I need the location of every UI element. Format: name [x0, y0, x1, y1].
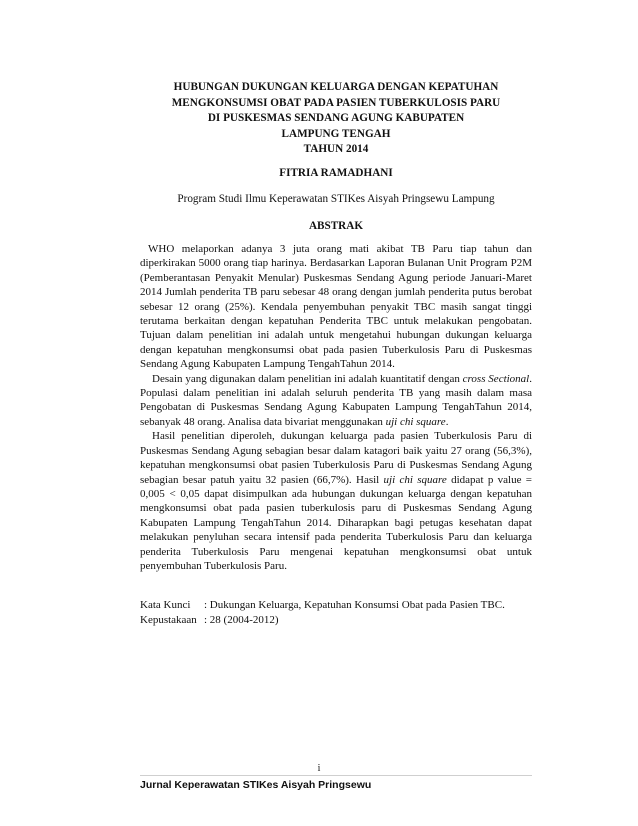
title-line-3: DI PUSKESMAS SENDANG AGUNG KABUPATEN [207, 112, 465, 124]
references-row [140, 613, 540, 628]
references-value: : 28 (2004-2012) [204, 614, 279, 626]
title-line-4: LAMPUNG TENGAH [281, 127, 391, 140]
abstract-body [140, 242, 532, 573]
keywords-label: Kata Kunci [140, 599, 191, 611]
journal-footer: Jurnal Keperawatan STIKes Aisyah Pringsewu [140, 779, 372, 791]
abstract-italic-term: uji chi square [383, 473, 447, 486]
keywords-row [140, 598, 540, 613]
abstract-text: didapat p value = 0,005 < 0,05 dapat disimpulkan ada hubungan dukungan keluarga dengan kepatuhan mengkonsumsi obat pada pasien tuberkulosis paru di Puskesmas Sendang Agung Kabupaten Lampung TengahTahun 2014. Diharapkan bagi petugas kesehatan dapat melakukan penyluhan secara intensif pada penderita Tuberkulosis Paru dan keluarga penderita Tuberkulosis Paru mengenai kepatuhan mengkonsumsi obat untuk penyembuhan Tuberkulosis Paru. [140, 473, 533, 572]
abstract-italic-term: cross Sectional [462, 372, 530, 385]
footer-divider [140, 775, 532, 776]
title-line-2: MENGKONSUMSI OBAT PADA PASIEN TUBERKULOSIS PARU [171, 96, 501, 109]
paper-title [140, 80, 532, 158]
abstract-paragraph-3 [140, 429, 532, 573]
abstract-text: . [445, 415, 449, 428]
keywords-value: : Dukungan Keluarga, Kepatuhan Konsumsi Obat pada Pasien TBC. [204, 599, 505, 611]
abstract-text: . Populasi dalam penelitian ini adalah seluruh penderita TB yang masih dalam masa Pengobatan di Puskesmas Sendang Agung Kabupaten Lampung TengahTahun 2014, sebanyak 48 orang. Analisa data bivariat menggunakan [140, 372, 532, 428]
keywords-section [140, 598, 540, 628]
abstract-heading: ABSTRAK [308, 220, 364, 232]
author-affiliation: Program Studi Ilmu Keperawatan STIKes Aisyah Pringsewu Lampung [177, 193, 495, 205]
title-line-1: HUBUNGAN DUKUNGAN KELUARGA DENGAN KEPATUHAN [173, 81, 499, 93]
abstract-italic-term: uji chi square [385, 415, 446, 428]
references-label: Kepustakaan [140, 614, 197, 626]
author-name: FITRIA RAMADHANI [279, 167, 393, 179]
abstract-text: Desain yang digunakan dalam penelitian ini adalah kuantitatif dengan [152, 372, 463, 385]
abstract-paragraph-1: WHO melaporkan adanya 3 juta orang mati akibat TB Paru tiap tahun dan diperkirakan 5000 orang tiap harinya. Berdasarkan Laporan Bulanan Unit Program P2M (Pemberantasan Penyakit Menular) Puskesmas Sendang Agung periode Januari-Maret 2014 Jumlah penderita TB paru sebesar 48 orang dengan jumlah penderita putus berobat sebesar 12 orang (25%). Kendala penyembuhan penyakit TBC masih sangat tinggi terutama berkaitan dengan kepatuhan Penderita TBC untuk melakukan pengobatan. Tujuan dalam penelitian ini adalah untuk mengetahui hubungan dukungan keluarga dengan kepatuhan mengkonsumsi obat pada pasien Tuberkulosis Paru di Puskesmas Sendang Agung Kabupaten Lampung TengahTahun 2014. [140, 243, 532, 371]
page-number: i [317, 763, 321, 774]
abstract-text: Hasil penelitian diperoleh, dukungan keluarga pada pasien Tuberkulosis Paru di Puskesmas Sendang Agung sebagian besar dalam katagori baik yaitu 27 orang (56,3%), kepatuhan mengkonsumsi obat pasien Tuberkulosis Paru di Puskesmas Sendang Agung sebagian besar patuh yaitu 32 pasien (66,7%). Hasil [140, 430, 532, 486]
abstract-paragraph-2 [140, 372, 532, 430]
title-line-5: TAHUN 2014 [303, 143, 369, 155]
